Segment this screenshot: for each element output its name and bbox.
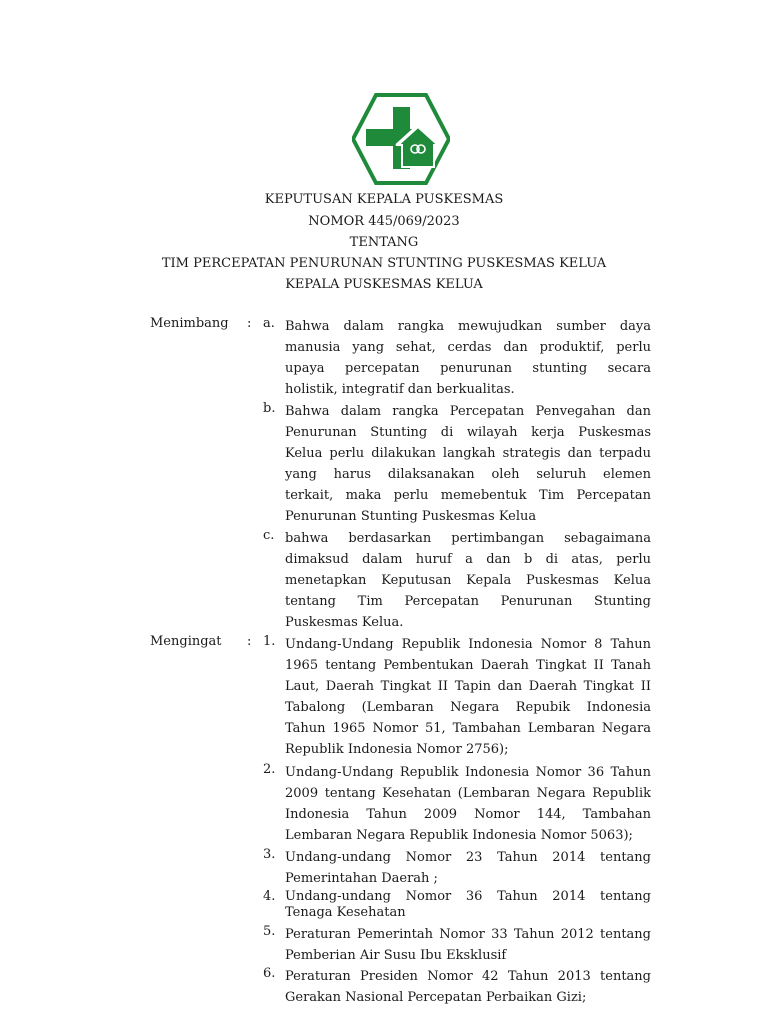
- item-marker: 2.: [263, 762, 276, 777]
- decree-title: KEPUTUSAN KEPALA PUSKESMAS: [264, 192, 504, 207]
- decree-subject: TIM PERCEPATAN PENURUNAN STUNTING PUSKESMAS KELUA: [161, 256, 607, 271]
- text-line: holistik, integratif dan berkualitas.: [285, 382, 515, 397]
- text-line: Tahun 1965 Nomor 51, Tambahan Lembaran Negara: [285, 721, 651, 736]
- text-line: Laut, Daerah Tingkat II Tapin dan Daerah Tingkat II: [285, 679, 651, 694]
- item-marker: 5.: [263, 924, 276, 939]
- text-line: yang harus dilaksanakan oleh seluruh elemen: [285, 467, 651, 482]
- text-line: manusia yang sehat, cerdas dan produktif, perlu: [285, 340, 651, 355]
- decree-issuer: KEPALA PUSKESMAS KELUA: [285, 277, 483, 292]
- text-line: Undang-undang Nomor 36 Tahun 2014 tentang: [285, 889, 651, 904]
- item-marker: 3.: [263, 847, 276, 862]
- item-marker: a.: [263, 316, 275, 331]
- text-line: Tabalong (Lembaran Negara Repubik Indonesia: [285, 700, 651, 715]
- mengingat-colon: :: [247, 634, 252, 649]
- text-line: dimaksud dalam huruf a dan b di atas, perlu: [285, 552, 651, 567]
- mengingat-label: Mengingat: [150, 634, 222, 649]
- text-line: Lembaran Negara Republik Indonesia Nomor 5063);: [285, 828, 633, 843]
- text-line: bahwa berdasarkan pertimbangan sebagaimana: [285, 531, 651, 546]
- item-marker: 1.: [263, 634, 276, 649]
- text-line: terkait, maka perlu memebentuk Tim Percepatan: [285, 488, 651, 503]
- item-marker: c.: [263, 528, 275, 543]
- text-line: Penurunan Stunting Puskesmas Kelua: [285, 509, 537, 524]
- text-line: Indonesia Tahun 2009 Nomor 144, Tambahan: [285, 807, 651, 822]
- text-line: Undang-Undang Republik Indonesia Nomor 8 Tahun: [285, 637, 651, 652]
- text-line: Penurunan Stunting di wilayah kerja Puskesmas: [285, 425, 651, 440]
- text-line: Peraturan Presiden Nomor 42 Tahun 2013 tentang: [285, 969, 651, 984]
- text-line: tentang Tim Percepatan Penurunan Stunting: [285, 594, 651, 609]
- text-line: 2009 tentang Kesehatan (Lembaran Negara Republik: [285, 786, 651, 801]
- text-line: Undang-Undang Republik Indonesia Nomor 36 Tahun: [285, 765, 651, 780]
- puskesmas-logo-icon: [352, 93, 450, 185]
- text-line: Undang-undang Nomor 23 Tahun 2014 tentang: [285, 850, 651, 865]
- text-line: Pemberian Air Susu Ibu Eksklusif: [285, 948, 507, 963]
- item-marker: 4.: [263, 889, 276, 904]
- text-line: menetapkan Keputusan Kepala Puskesmas Kelua: [285, 573, 651, 588]
- text-line: Kelua perlu dilakukan langkah strategis dan terpadu: [285, 446, 651, 461]
- text-line: upaya percepatan penurunan stunting secara: [285, 361, 651, 376]
- item-marker: 6.: [263, 966, 276, 981]
- text-line: Pemerintahan Daerah ;: [285, 871, 438, 886]
- text-line: Republik Indonesia Nomor 2756);: [285, 742, 509, 757]
- decree-about: TENTANG: [349, 235, 419, 250]
- text-line: Peraturan Pemerintah Nomor 33 Tahun 2012 tentang: [285, 927, 651, 942]
- menimbang-colon: :: [247, 316, 252, 331]
- text-line: Bahwa dalam rangka Percepatan Penvegahan dan: [285, 404, 651, 419]
- text-line: Puskesmas Kelua.: [285, 615, 404, 630]
- text-line: 1965 tentang Pembentukan Daerah Tingkat II Tanah: [285, 658, 651, 673]
- item-marker: b.: [263, 401, 276, 416]
- menimbang-label: Menimbang: [150, 316, 229, 331]
- text-line: Bahwa dalam rangka mewujudkan sumber daya: [285, 319, 651, 334]
- text-line: Gerakan Nasional Percepatan Perbaikan Gizi;: [285, 990, 587, 1005]
- text-line: Tenaga Kesehatan: [285, 905, 406, 920]
- decree-number: NOMOR 445/069/2023: [308, 214, 460, 229]
